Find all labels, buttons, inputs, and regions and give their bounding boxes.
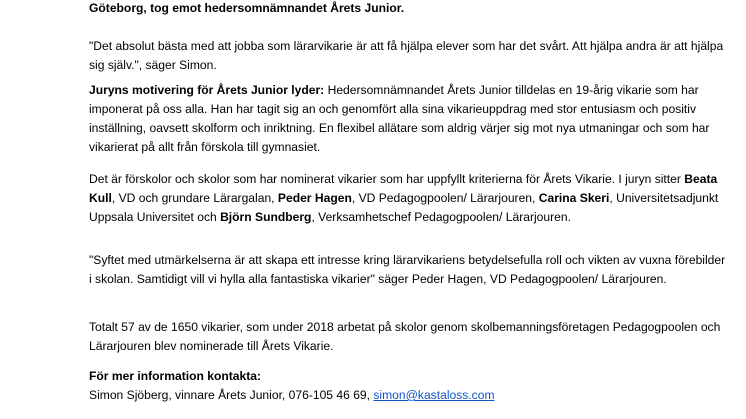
contact-text: Simon Sjöberg, vinnare Årets Junior, 076-105 46 69, xyxy=(89,388,374,402)
jury-name-bjorn: Björn Sundberg xyxy=(220,210,312,224)
jury-name-peder: Peder Hagen xyxy=(277,191,352,205)
quote-simon: "Det absolut bästa med att jobba som lärarvikarie är att få hjälpa elever som har det svårt. Att hjälpa andra är att hjälpa sig själv.", säger Simon. xyxy=(89,39,724,72)
jury-heading: Juryns motivering för Årets Junior lyder: xyxy=(89,83,325,97)
intro-tail: Göteborg, tog emot hedersomnämnandet Årets Junior. xyxy=(89,1,405,15)
jury-text: Hedersomnämnandet Årets Junior tilldelas en 19-årig vikarie som har imponerat på oss alla. Han har tagit sig an och genomfört alla sina vikarieuppdrag med stor entusiasm och positiv inställning, oavsett skolform och inriktning. En flexibel allätare som aldrig värjer sig mot nya utmaningar och som har vikarierat på allt från förskola till gymnasiet. xyxy=(89,83,710,154)
jury-members: Det är förskolor och skolor som har nominerat vikarier som har uppfyllt kriterierna för Årets Vikarie. I juryn sitter Beata Kull, VD och grundare Lärargalan, Peder Hagen, VD Pedagogpoolen/ Lärarjouren, Carina Skeri, Universitetsadjunkt Uppsala Universitet och Björn Sundberg, Verksamhetschef Pedagogpoolen/ Lärarjouren. xyxy=(89,172,719,224)
quote-peder: "Syftet med utmärkelserna är att skapa ett intresse kring lärarvikariens betydelsefulla roll och vikten av vuxna förebilder i skolan. Samtidigt vill vi hylla alla fantastiska vikarier" säger Peder Hagen, VD Pedagogpoolen/ Lärarjouren. xyxy=(89,253,726,286)
contact-email-link[interactable]: simon@kastaloss.com xyxy=(373,388,495,402)
jury-name-beata: Beata Kull xyxy=(89,172,718,205)
contact-heading: För mer information kontakta: xyxy=(89,369,262,383)
nomination-stats: Totalt 57 av de 1650 vikarier, som under 2018 arbetat på skolor genom skolbemanningsföretagen Pedagogpoolen och Lärarjouren blev nominerade till Årets Vikarie. xyxy=(89,320,721,353)
jury-motivation xyxy=(89,81,729,157)
contact-block xyxy=(89,367,729,405)
jury-name-carina: Carina Skeri xyxy=(538,191,610,205)
